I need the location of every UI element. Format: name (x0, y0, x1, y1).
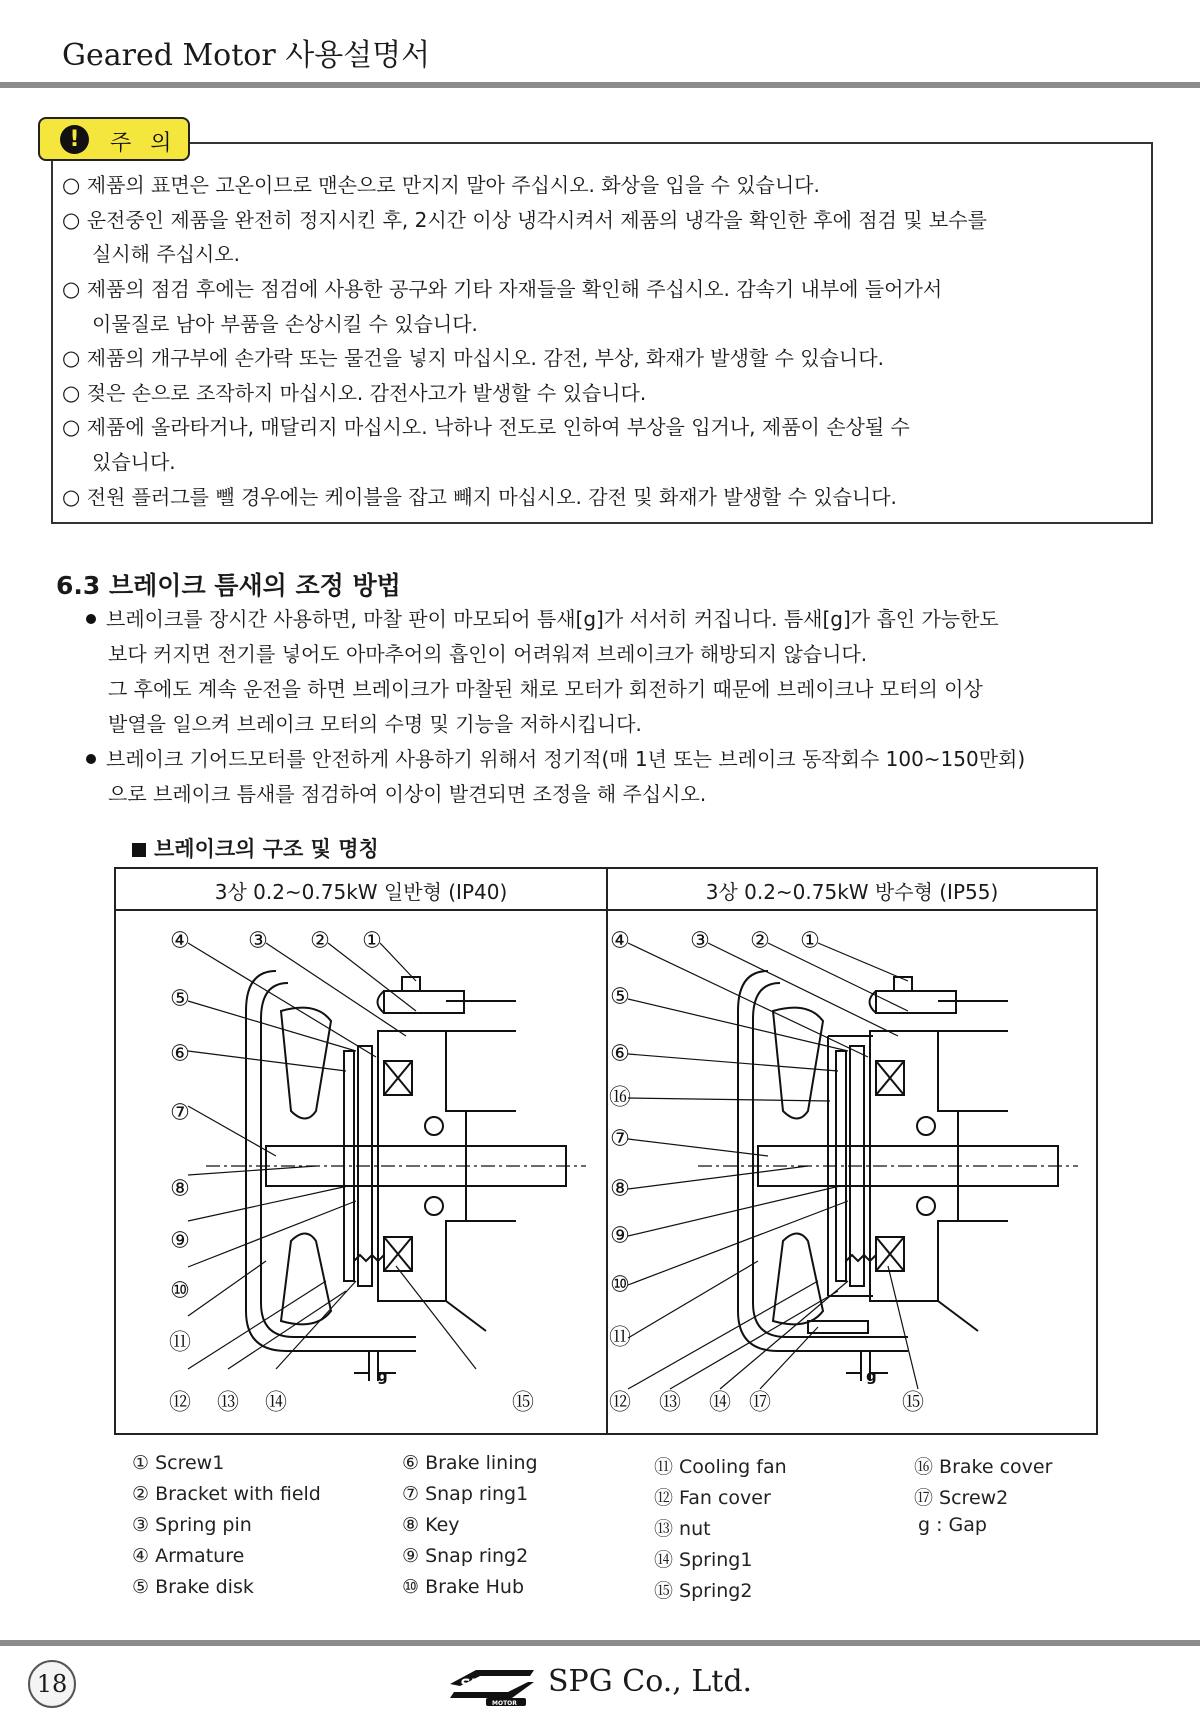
legend-item: ① Screw1 (132, 1452, 225, 1474)
header-divider (0, 82, 1200, 88)
structure-heading-text: 브레이크의 구조 및 명칭 (154, 837, 379, 861)
caution-text: 이물질로 남아 부품을 손상시킬 수 있습니다. (92, 312, 478, 336)
bullet-circle: ○ (62, 415, 81, 439)
callout-number: ② (310, 928, 330, 954)
document-title: Geared Motor 사용설명서 (62, 38, 431, 73)
bullet-circle: ○ (62, 277, 81, 301)
cooling-fan-blade (281, 1234, 331, 1325)
legend-item: ③ Spring pin (132, 1514, 252, 1536)
cooling-fan-blade (773, 1234, 823, 1325)
legend-item: ⑭ Spring1 (654, 1549, 753, 1571)
callout-number: ① (362, 928, 382, 954)
bullet-circle: ○ (62, 173, 81, 197)
callout-number: ④ (610, 928, 630, 954)
paragraph-line: 보다 커지면 전기를 넣어도 아마추어의 흡인이 어려워져 브레이크가 해방되지 않습니다. (108, 642, 868, 666)
caution-text: 전원 플러그를 뺄 경우에는 케이블을 잡고 빼지 마십시오. 감전 및 화재가 발생할 수 있습니다. (86, 485, 897, 509)
callout-number: ⑤ (610, 984, 630, 1010)
callout-number: ② (750, 928, 770, 954)
caution-text: 운전중인 제품을 완전히 정지시킨 후, 2시간 이상 냉각시켜서 제품의 냉각을 확인한 후에 점검 및 보수를 (86, 208, 987, 232)
column-header-standard: 3상 0.2~0.75kW 일반형 (IP40) (214, 880, 508, 904)
callout-number: ⑩ (610, 1272, 630, 1298)
structure-heading (132, 833, 379, 863)
callout-number: ④ (170, 928, 190, 954)
caution-item (62, 345, 884, 371)
caution-text: 제품의 점검 후에는 점검에 사용한 공구와 기타 자재들을 확인해 주십시오. 감속기 내부에 들어가서 (86, 277, 943, 301)
legend-item: ⑮ Spring2 (654, 1580, 753, 1602)
legend-item: ⑨ Snap ring2 (402, 1545, 529, 1567)
caution-item (62, 484, 897, 510)
callout-number: ⑩ (170, 1278, 190, 1304)
callout-number: ⑫ (168, 1390, 192, 1416)
legend-item: ⑥ Brake lining (402, 1452, 538, 1474)
caution-badge (38, 117, 190, 161)
legend-item: ② Bracket with field (132, 1483, 321, 1505)
caution-text: 제품의 개구부에 손가락 또는 물건을 넣지 마십시오. 감전, 부상, 화재가 발생할 수 있습니다. (86, 346, 884, 370)
bearing (917, 1197, 935, 1215)
paragraph-line: 그 후에도 계속 운전을 하면 브레이크가 마찰된 채로 모터가 회전하기 때문에 브레이크나 모터의 이상 (108, 677, 983, 701)
caution-text: 제품의 표면은 고온이므로 맨손으로 만지지 말아 주십시오. 화상을 입을 수 있습니다. (86, 173, 820, 197)
square-bullet-icon (132, 843, 146, 857)
legend-item: ⑬ nut (654, 1518, 711, 1540)
callout-number: ⑧ (610, 1176, 630, 1202)
exclamation-icon: ! (60, 125, 89, 154)
legend-item: ⑫ Fan cover (654, 1487, 771, 1509)
bullet-circle: ○ (62, 208, 81, 232)
callout-number: ⑭ (708, 1390, 732, 1416)
logo-text: SPG (460, 1677, 492, 1693)
bullet-dot (86, 754, 96, 764)
paragraph-line: 브레이크 기어드모터를 안전하게 사용하기 위해서 정기적(매 1년 또는 브레이크 동작회수 100~150만회) (106, 747, 1026, 771)
bearing (425, 1197, 443, 1215)
legend-item: ④ Armature (132, 1545, 245, 1567)
callout-number: ⑬ (216, 1390, 240, 1416)
caution-item (62, 414, 910, 440)
caution-text: 있습니다. (92, 450, 176, 474)
brake-diagram-standard (116, 911, 606, 1433)
bearing (425, 1117, 443, 1135)
callout-number: ⑦ (610, 1126, 630, 1152)
callout-number: ③ (690, 928, 710, 954)
bearing (917, 1117, 935, 1135)
legend-item: ⑰ Screw2 (914, 1487, 1009, 1509)
column-header-waterproof: 3상 0.2~0.75kW 방수형 (IP55) (705, 880, 999, 904)
callout-number: ⑪ (168, 1330, 192, 1356)
bullet-circle: ○ (62, 485, 81, 509)
page-number: 18 (28, 1660, 76, 1708)
callout-number: ⑥ (610, 1041, 630, 1067)
spg-logo-icon (446, 1662, 538, 1708)
logo-subtext: MOTOR (492, 1700, 517, 1707)
callout-number: ⑯ (608, 1085, 632, 1111)
legend-item: ⑦ Snap ring1 (402, 1483, 529, 1505)
section-heading: 6.3 브레이크 틈새의 조정 방법 (56, 571, 401, 600)
callout-number: ⑮ (511, 1390, 535, 1416)
callout-number: ⑭ (264, 1390, 288, 1416)
bullet-circle: ○ (62, 381, 81, 405)
legend-item: ⑧ Key (402, 1514, 460, 1536)
callout-number: ⑪ (608, 1325, 632, 1351)
callout-number: ⑤ (170, 986, 190, 1012)
callout-number: ① (800, 928, 820, 954)
legend-item: g : Gap (918, 1514, 987, 1536)
gap-label: g (377, 1367, 388, 1385)
company-name: SPG Co., Ltd. (548, 1664, 753, 1699)
paragraph-line: 브레이크를 장시간 사용하면, 마찰 판이 마모되어 틈새[g]가 서서히 커집니다. 틈새[g]가 흡인 가능한도 (106, 607, 999, 631)
fan-cover-outline (246, 971, 416, 1351)
footer-divider (0, 1640, 1200, 1646)
bullet-dot (86, 614, 96, 624)
caution-text: 실시해 주십시오. (92, 242, 240, 266)
gap-label: g (866, 1367, 877, 1385)
callout-number: ⑨ (170, 1228, 190, 1254)
caution-item (62, 276, 942, 302)
legend-item: ⑩ Brake Hub (402, 1576, 525, 1598)
callout-number: ⑧ (170, 1176, 190, 1202)
paragraph-line: 발열을 일으켜 브레이크 모터의 수명 및 기능을 저하시킵니다. (108, 712, 642, 736)
callout-number: ③ (248, 928, 268, 954)
screw2 (808, 1321, 868, 1333)
callout-number: ⑨ (610, 1223, 630, 1249)
legend-item: ⑯ Brake cover (914, 1456, 1053, 1478)
legend-item: ⑤ Brake disk (132, 1576, 254, 1598)
caution-item (62, 172, 820, 198)
screw-head (402, 977, 420, 991)
caution-item (62, 380, 646, 406)
paragraph-line: 으로 브레이크 틈새를 점검하여 이상이 발견되면 조정을 해 주십시오. (108, 782, 707, 806)
callout-number: ⑮ (901, 1390, 925, 1416)
caution-item (62, 207, 987, 233)
callout-number: ⑥ (170, 1041, 190, 1067)
brake-diagram-waterproof (608, 911, 1096, 1433)
caution-text: 젖은 손으로 조작하지 마십시오. 감전사고가 발생할 수 있습니다. (86, 381, 647, 405)
callout-number: ⑦ (170, 1100, 190, 1126)
caution-label: 주 의 (110, 131, 178, 156)
cooling-fan-blade (281, 1008, 331, 1119)
bullet-circle: ○ (62, 346, 81, 370)
legend-item: ⑪ Cooling fan (654, 1456, 787, 1478)
callout-number: ⑬ (658, 1390, 682, 1416)
callout-number: ⑰ (748, 1390, 772, 1416)
caution-text: 제품에 올라타거나, 매달리지 마십시오. 낙하나 전도로 인하여 부상을 입거나, 제품이 손상될 수 (86, 415, 910, 439)
callout-number: ⑫ (608, 1390, 632, 1416)
